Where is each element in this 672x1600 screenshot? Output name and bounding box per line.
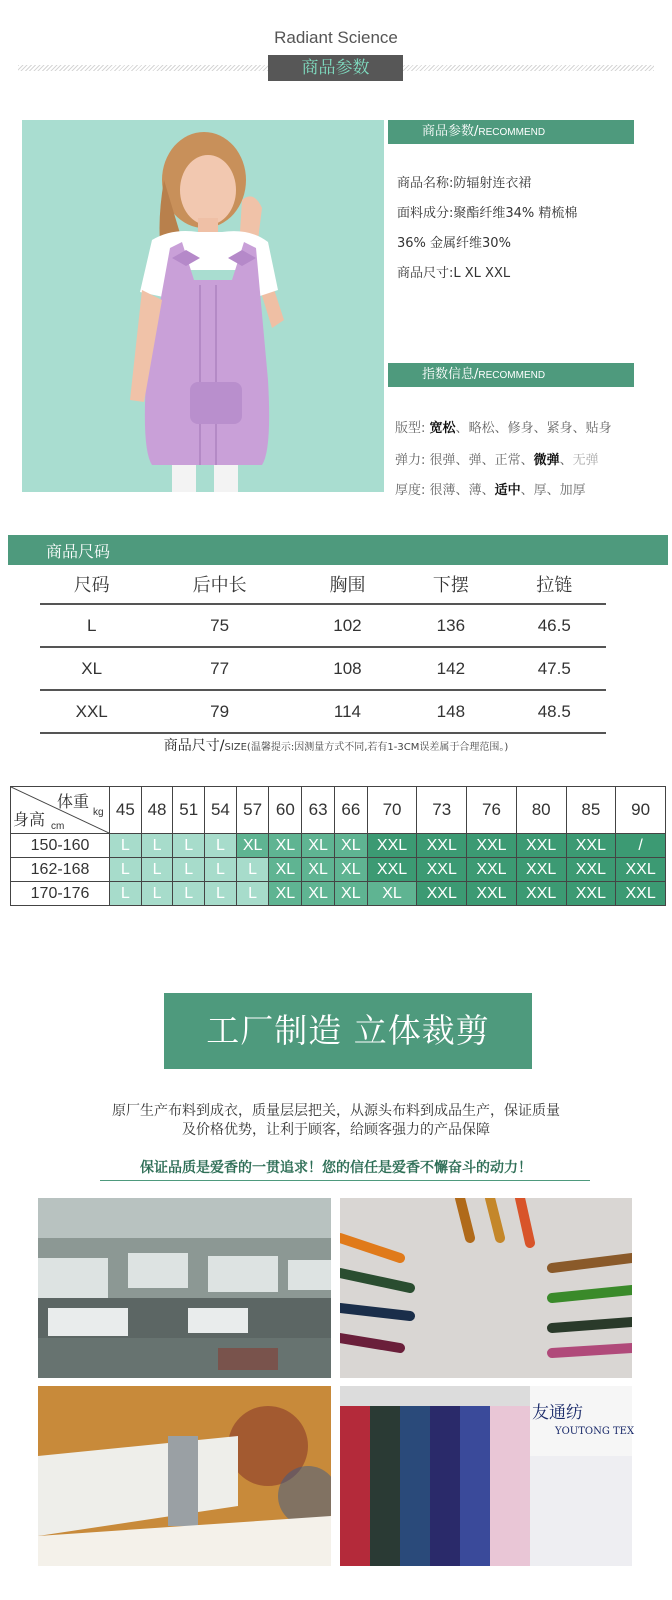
product-sizes: 商品尺寸:L XL XXL xyxy=(397,266,511,281)
weight-col-header: 85 xyxy=(566,787,616,834)
fit-size-cell: L xyxy=(173,834,205,858)
fit-size-cell: L xyxy=(205,834,237,858)
fit-size-cell: XXL xyxy=(467,858,517,882)
fit-type-label: 版型: xyxy=(395,421,426,436)
elasticity-option: 无弹 xyxy=(572,453,599,468)
brand-title: Radiant Science xyxy=(274,28,398,47)
fit-option: 贴身 xyxy=(585,421,612,436)
size-col-header: 胸围 xyxy=(329,575,366,595)
elasticity-option: 微弹 xyxy=(533,453,560,468)
table-row xyxy=(11,834,666,858)
weight-col-header: 54 xyxy=(205,787,237,834)
size-cell: 136 xyxy=(399,604,502,647)
weight-col-header: 70 xyxy=(367,787,417,834)
fit-size-cell: / xyxy=(616,834,666,858)
params-bar-title: 商品参数/ xyxy=(422,124,479,139)
elasticity-option: 弹 xyxy=(468,453,482,468)
fit-size-cell: XXL xyxy=(417,882,467,906)
weight-col-header: 76 xyxy=(467,787,517,834)
fit-size-cell: XXL xyxy=(616,882,666,906)
size-section-title: 商品尺码 xyxy=(8,535,668,565)
index-bar-subtitle: RECOMMEND xyxy=(478,370,546,381)
fit-size-cell: XXL xyxy=(616,858,666,882)
factory-banner: 工厂制造 立体裁剪 xyxy=(164,993,532,1069)
fit-size-cell: L xyxy=(141,882,173,906)
fit-chart-header xyxy=(11,787,666,834)
section-title: 商品参数 xyxy=(268,55,403,81)
fit-size-cell: L xyxy=(173,858,205,882)
fit-size-cell: L xyxy=(110,882,142,906)
thread-spools-image xyxy=(340,1198,632,1378)
factory-floor-image xyxy=(38,1198,331,1378)
fit-size-cell: L xyxy=(141,858,173,882)
fit-size-cell: L xyxy=(110,834,142,858)
size-cell: L xyxy=(40,604,143,647)
elasticity-option: 正常 xyxy=(494,453,521,468)
fit-option: 略松 xyxy=(468,421,495,436)
fit-size-cell: XXL xyxy=(417,858,467,882)
fit-option: 紧身 xyxy=(546,421,573,436)
thickness-option: 薄 xyxy=(468,483,482,498)
thickness-option: 厚 xyxy=(533,483,547,498)
fit-size-cell: L xyxy=(236,882,269,906)
weight-col-header: 57 xyxy=(236,787,269,834)
height-range: 162-168 xyxy=(11,858,110,882)
factory-desc-line-2: 及价格优势，让利于顾客，给顾客强力的产品保障 xyxy=(182,1122,490,1138)
table-row xyxy=(40,604,606,647)
index-bar-title: 指数信息/ xyxy=(422,367,479,382)
fit-size-cell: L xyxy=(173,882,205,906)
size-cell: 148 xyxy=(399,690,502,733)
weight-label: 体重 xyxy=(57,794,90,811)
thickness-row: 厚度: 很薄、薄、适中、厚、加厚 xyxy=(395,483,586,498)
fit-size-cell: L xyxy=(110,858,142,882)
size-col-header: 拉链 xyxy=(536,575,573,595)
height-range: 170-176 xyxy=(11,882,110,906)
fabric-line-1: 面料成分:聚酯纤维34% 精梳棉 xyxy=(397,206,578,221)
fit-size-cell: L xyxy=(141,834,173,858)
fit-option: 修身 xyxy=(507,421,534,436)
fit-size-cell: XL xyxy=(334,834,367,858)
elasticity-label: 弹力: xyxy=(395,453,426,468)
height-range: 150-160 xyxy=(11,834,110,858)
elasticity-option: 很弹 xyxy=(429,453,456,468)
product-photo xyxy=(22,120,384,492)
index-bar xyxy=(388,363,634,387)
size-cell: 46.5 xyxy=(503,604,606,647)
size-cell: 75 xyxy=(143,604,295,647)
fit-size-cell: XXL xyxy=(367,858,417,882)
fit-size-cell: XXL xyxy=(566,882,616,906)
weight-unit: kg xyxy=(93,807,104,818)
weight-col-header: 63 xyxy=(302,787,335,834)
fit-size-cell: XL xyxy=(269,834,302,858)
fit-size-cell: XL xyxy=(302,858,335,882)
weight-col-header: 48 xyxy=(141,787,173,834)
thickness-option: 适中 xyxy=(494,483,521,498)
table-row xyxy=(40,690,606,733)
fit-size-cell: XL xyxy=(269,858,302,882)
fit-size-cell: XXL xyxy=(467,834,517,858)
weight-col-header: 51 xyxy=(173,787,205,834)
product-name: 商品名称:防辐射连衣裙 xyxy=(397,176,532,191)
thickness-option: 很薄 xyxy=(429,483,456,498)
weight-col-header: 90 xyxy=(616,787,666,834)
fit-size-cell: XL xyxy=(236,834,269,858)
weight-col-header: 80 xyxy=(516,787,566,834)
fit-size-cell: XXL xyxy=(516,858,566,882)
size-note-main: 商品尺寸/ xyxy=(163,738,225,754)
size-col-header: 下摆 xyxy=(432,575,469,595)
fit-chart xyxy=(10,786,666,906)
thickness-label: 厚度: xyxy=(395,483,426,498)
weight-col-header: 45 xyxy=(110,787,142,834)
size-cell: 102 xyxy=(296,604,399,647)
thickness-option: 加厚 xyxy=(559,483,586,498)
slogan-divider xyxy=(100,1180,590,1181)
size-cell: 47.5 xyxy=(503,647,606,690)
size-cell: XXL xyxy=(40,690,143,733)
fit-size-cell: XXL xyxy=(417,834,467,858)
fit-size-cell: XXL xyxy=(516,834,566,858)
table-row xyxy=(40,647,606,690)
fabric-label-brand: 友通纺 xyxy=(532,1403,583,1423)
weight-col-header: 60 xyxy=(269,787,302,834)
table-row xyxy=(11,882,666,906)
fit-size-cell: L xyxy=(205,858,237,882)
size-col-header: 后中长 xyxy=(192,575,247,595)
height-label: 身高 xyxy=(13,812,46,829)
params-bar-subtitle: RECOMMEND xyxy=(478,127,546,138)
fit-size-cell: XXL xyxy=(467,882,517,906)
size-cell: 114 xyxy=(296,690,399,733)
size-cell: 48.5 xyxy=(503,690,606,733)
table-row xyxy=(11,858,666,882)
weight-col-header: 66 xyxy=(334,787,367,834)
fabric-line-2: 36% 金属纤维30% xyxy=(397,236,511,251)
fit-size-cell: XL xyxy=(367,882,417,906)
fabric-label-en: YOUTONG TEX xyxy=(555,1426,635,1437)
size-note xyxy=(0,735,672,755)
fit-size-cell: XXL xyxy=(367,834,417,858)
fit-size-cell: XL xyxy=(302,882,335,906)
size-cell: 79 xyxy=(143,690,295,733)
params-bar xyxy=(388,120,634,144)
fit-size-cell: XXL xyxy=(566,834,616,858)
fit-chart-corner xyxy=(11,787,110,834)
fit-size-cell: XXL xyxy=(566,858,616,882)
size-cell: 142 xyxy=(399,647,502,690)
fabric-swatches-image xyxy=(340,1386,635,1566)
factory-desc-line-1: 原厂生产布料到成衣，质量层层把关，从源头布料到成品生产，保证质量 xyxy=(112,1103,560,1119)
fit-size-cell: L xyxy=(236,858,269,882)
elasticity-row: 弹力: 很弹、弹、正常、微弹、无弹 xyxy=(395,453,599,468)
size-note-detail: SIZE(温馨提示:因测量方式不同,若有1-3CM误差属于合理范围。) xyxy=(224,742,509,753)
fit-size-cell: L xyxy=(205,882,237,906)
fit-type-row: 版型: 宽松、略松、修身、紧身、贴身 xyxy=(395,421,612,436)
slogan: 保证品质是爱香的一贯追求！您的信任是爱香不懈奋斗的动力！ xyxy=(140,1160,532,1176)
fit-size-cell: XXL xyxy=(516,882,566,906)
fit-option: 宽松 xyxy=(429,421,456,436)
fit-size-cell: XL xyxy=(334,882,367,906)
size-table xyxy=(40,565,606,734)
weight-col-header: 73 xyxy=(417,787,467,834)
fit-size-cell: XL xyxy=(334,858,367,882)
sewing-machine-image xyxy=(38,1386,331,1566)
fit-size-cell: XL xyxy=(302,834,335,858)
fit-size-cell: XL xyxy=(269,882,302,906)
size-cell: XL xyxy=(40,647,143,690)
size-table-header xyxy=(40,565,606,604)
size-cell: 77 xyxy=(143,647,295,690)
height-unit: cm xyxy=(51,821,65,832)
size-cell: 108 xyxy=(296,647,399,690)
size-col-header: 尺码 xyxy=(73,575,110,595)
